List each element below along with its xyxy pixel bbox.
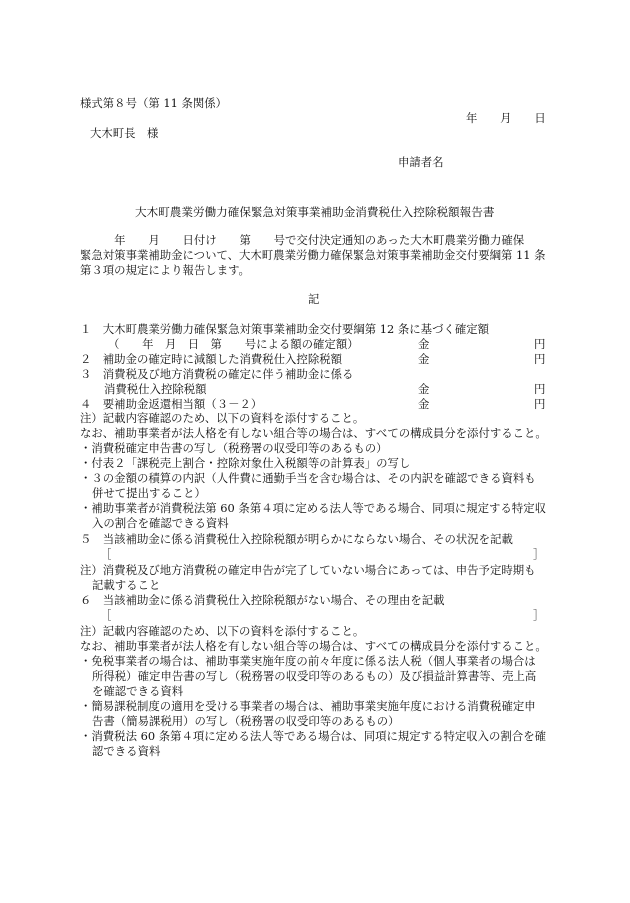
date-line: 年 月 日 xyxy=(466,111,546,125)
item-5-bracket-open: ［ xyxy=(100,547,112,561)
item-2-kin: 金 xyxy=(418,352,430,366)
item-3-sub: 消費税仕入控除税額 xyxy=(104,382,207,396)
item-1-kin: 金 xyxy=(418,337,430,351)
ki-heading: 記 xyxy=(308,292,320,306)
note-1-line-8: 入の割合を確認できる資料 xyxy=(92,516,229,530)
intro-line-2: 緊急対策事業補助金について、大木町農業労働力確保緊急対策事業補助金交付要綱第 11 条 xyxy=(80,248,546,262)
note-1-line-2: なお、補助事業者が法人格を有しない組合等の場合は、すべての構成員分を添付すること。 xyxy=(80,426,547,440)
item-3-label: ３ 消費税及び地方消費税の確定に伴う補助金に係る xyxy=(80,367,354,381)
note-1-line-3: ・消費税確定申告書の写し（税務署の収受印等のあるもの） xyxy=(80,441,388,455)
item-2-en: 円 xyxy=(534,352,546,366)
note-1-line-6: 併せて提出すること） xyxy=(92,486,206,500)
item-2-label: ２ 補助金の確定時に減額した消費税仕入控除税額 xyxy=(80,352,342,366)
item-6-label: ６ 当該補助金に係る消費税仕入控除税額がない場合、その理由を記載 xyxy=(80,593,445,607)
addressee: 大木町長 様 xyxy=(90,126,159,140)
item-5-bracket-close: ］ xyxy=(533,547,545,561)
note-2-line-1: 注）消費税及び地方消費税の確定申告が完了していない場合にあっては、申告予定時期も xyxy=(80,563,536,577)
note-1-line-7: ・補助事業者が消費税法第 60 条第４項に定める法人等である場合、同項に規定する特定収 xyxy=(80,501,546,515)
document-title: 大木町農業労働力確保緊急対策事業補助金消費税仕入控除税額報告書 xyxy=(135,205,495,219)
note-3-line-9: 認できる資料 xyxy=(92,744,161,758)
note-1-line-4: ・付表２「課税売上割合・控除対象仕入税額等の計算表」の写し xyxy=(80,456,411,470)
item-4-en: 円 xyxy=(534,397,546,411)
applicant-label: 申請者名 xyxy=(398,155,444,169)
note-3-line-3: ・免税事業者の場合は、補助事業実施年度の前々年度に係る法人税（個人事業者の場合は xyxy=(80,654,536,668)
note-3-line-4: 所得税）確定申告書の写し（税務署の収受印等のあるもの）及び損益計算書等、売上高 xyxy=(92,669,537,683)
item-4-label: ４ 要補助金返還相当額（３－２） xyxy=(80,397,263,411)
intro-line-1: 年 月 日付け 第 号で交付決定通知のあった大木町農業労働力確保 xyxy=(80,233,525,247)
note-3-line-5: を確認できる資料 xyxy=(92,684,184,698)
item-5-label: ５ 当該補助金に係る消費税仕入控除税額が明らかにならない場合、その状況を記載 xyxy=(80,532,513,546)
note-3-line-8: ・消費税法 60 条第４項に定める法人等である場合は、同項に規定する特定収入の割合を確 xyxy=(80,729,546,743)
note-1-line-1: 注）記載内容確認のため、以下の資料を添付すること。 xyxy=(80,411,365,425)
item-1-sub: （ 年 月 日 第 号による額の確定額） xyxy=(108,337,359,351)
item-6-bracket-close: ］ xyxy=(533,608,545,622)
intro-line-3: 第３項の規定により報告します。 xyxy=(80,263,250,277)
item-1-label: １ 大木町農業労働力確保緊急対策事業補助金交付要綱第 12 条に基づく確定額 xyxy=(80,322,490,336)
note-3-line-7: 告書（簡易課税用）の写し（税務署の収受印等のあるもの） xyxy=(92,714,400,728)
note-1-line-5: ・３の金額の積算の内訳（人件費に通勤手当を含む場合は、その内訳を確認できる資料も xyxy=(80,471,536,485)
note-2-line-2: 記載すること xyxy=(92,578,161,592)
item-3-kin: 金 xyxy=(418,382,430,396)
note-3-line-1: 注）記載内容確認のため、以下の資料を添付すること。 xyxy=(80,624,365,638)
note-3-line-6: ・簡易課税制度の適用を受ける事業者の場合は、補助事業実施年度における消費税確定申 xyxy=(80,699,536,713)
form-number: 様式第８号（第 11 条関係） xyxy=(80,96,228,110)
item-4-kin: 金 xyxy=(418,397,430,411)
item-6-bracket-open: ［ xyxy=(100,608,112,622)
item-1-en: 円 xyxy=(534,337,546,351)
item-3-en: 円 xyxy=(534,382,546,396)
note-3-line-2: なお、補助事業者が法人格を有しない組合等の場合は、すべての構成員分を添付すること。 xyxy=(80,639,547,653)
